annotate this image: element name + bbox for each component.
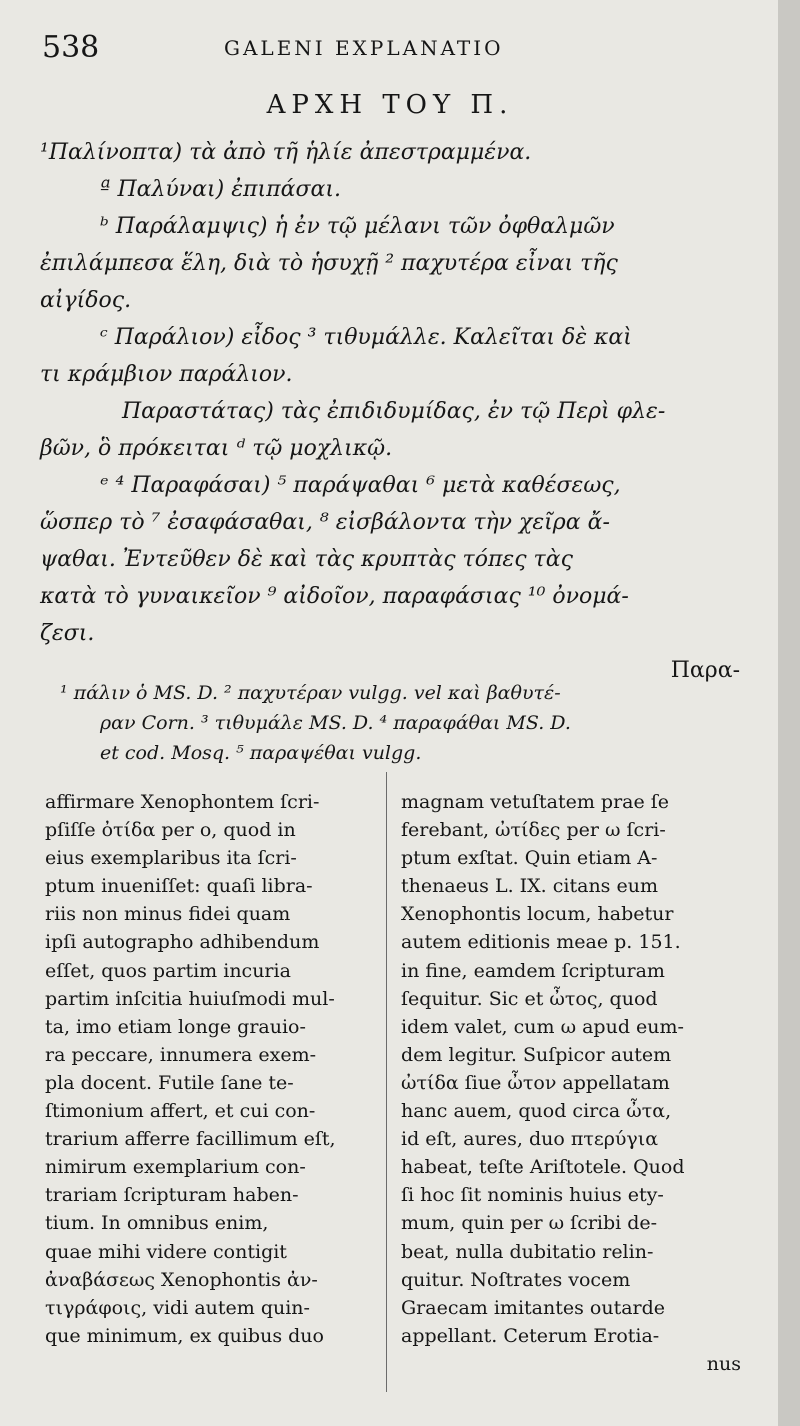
text-line: ſequitur. Sic et ὦτος, quod — [401, 987, 658, 1010]
text-line: pſiſſe ὀτίδα per ο, quod in — [45, 819, 296, 842]
text-line: ferebant, ὠτίδες per ω ſcri- — [401, 819, 666, 842]
commentary-right-column — [401, 788, 741, 1378]
footnote-line: et cod. Mosq. ⁵ παραψέθαι vulgg. — [100, 742, 422, 764]
text-line: mum, quin per ω ſcribi de- — [401, 1212, 658, 1235]
page-header — [42, 30, 732, 70]
text-line: magnam vetuſtatem prae ſe — [401, 791, 670, 813]
page-edge — [778, 0, 800, 1426]
text-line: beat, nulla dubitatio relin- — [401, 1240, 654, 1263]
text-line: ta, imo etiam longe grauio- — [45, 1015, 306, 1038]
text-line: τιγράφοις, vidi autem quin- — [45, 1296, 310, 1319]
text-line: partim inſcitia huiuſmodi mul- — [45, 987, 335, 1010]
text-line: ſtimonium affert, et cui con- — [45, 1100, 316, 1123]
running-title: GALENI EXPLANATIO — [224, 36, 504, 60]
text-line: trariam ſcripturam haben- — [45, 1184, 299, 1207]
gloss-line: ᵉ ⁴ Παραφάσαι) ⁵ παράψαθαι ⁶ μετὰ καθέσεως, — [100, 473, 621, 498]
text-line: quitur. Noſtrates vocem — [401, 1268, 631, 1291]
text-line: affirmare Xenophontem ſcri- — [45, 791, 320, 813]
gloss-line: ζεσι. — [40, 621, 95, 646]
text-line: habeat, teſte Ariſtotele. Quod — [401, 1156, 685, 1179]
text-line: appellant. Ceterum Erotia- — [401, 1324, 660, 1347]
text-line: id eſt, aures, duo πτερύγια — [401, 1128, 659, 1151]
footnote-line: ¹ πάλιν ὁ MS. D. ² παχυτέραν vulgg. vel καὶ βαθυτέ- — [60, 682, 561, 704]
gloss-line: ¹Παλίνοπτα) τὰ ἀπὸ τῆ ἡλίε ἀπεστραμμένα. — [40, 140, 532, 165]
gloss-line: κατὰ τὸ γυναικεῖον ⁹ αἰδοῖον, παραφάσιας ¹⁰ ὀνομά- — [40, 584, 629, 609]
footnotes — [60, 678, 740, 768]
text-line: ra peccare, innumera exem- — [45, 1043, 317, 1066]
text-line: ptum exſtat. Quin etiam A- — [401, 847, 658, 870]
text-line: Graecam imitantes outarde — [401, 1296, 666, 1319]
gloss-line: ψαθαι. Ἐντεῦθεν δὲ καὶ τὰς κρυπτὰς τόπες τὰς — [40, 547, 573, 572]
text-line: hanc auem, quod circa ὦτα, — [401, 1100, 672, 1123]
commentary-left-column — [45, 788, 385, 1350]
gloss-line: Παραστάτας) τὰς ἐπιδιδυμίδας, ἐν τῷ Περὶ φλε- — [122, 399, 666, 424]
text-line: tium. In omnibus enim, — [45, 1212, 269, 1235]
text-line: autem editionis meae p. 151. — [401, 931, 681, 954]
text-line: que minimum, ex quibus duo — [45, 1324, 324, 1347]
column-rule — [386, 772, 387, 1392]
text-line: quae mihi videre contigit — [45, 1240, 287, 1263]
text-line: riis non minus fidei quam — [45, 903, 291, 926]
catchword: Παρα- — [670, 658, 740, 683]
gloss-line: τι κράμβιον παράλιον. — [40, 362, 293, 387]
gloss-line: αἰγίδος. — [40, 288, 132, 313]
text-line: eſſet, quos partim incuria — [45, 959, 291, 982]
text-line: dem legitur. Suſpicor autem — [401, 1043, 672, 1066]
text-line: ἀναβάσεως Xenophontis ἀν- — [45, 1268, 318, 1291]
text-line: ipſi autographo adhibendum — [45, 931, 320, 954]
page-number: 538 — [42, 30, 100, 65]
text-line: thenaeus L. IX. citans eum — [401, 875, 658, 898]
text-line: in fine, eamdem ſcripturam — [401, 959, 665, 982]
section-title: ΑΡΧΗ ΤΟΥ Π. — [266, 90, 514, 120]
gloss-line: ᶜ Παράλιον) εἶδος ³ τιθυμάλλε. Καλεῖται δὲ καὶ — [100, 325, 632, 350]
text-line: Xenophontis locum, habetur — [401, 903, 674, 926]
text-line: ptum inueniſſet: quaſi libra- — [45, 875, 313, 898]
text-line: idem valet, cum ω apud eum- — [401, 1015, 684, 1038]
text-line: trarium afferre facillimum eſt, — [45, 1128, 336, 1151]
text-line: nimirum exemplarium con- — [45, 1156, 306, 1179]
greek-glossary — [40, 134, 740, 689]
gloss-line: ὥσπερ τὸ ⁷ ἐσαφάσαθαι, ⁸ εἰσβάλοντα τὴν χεῖρα ἄ- — [40, 510, 610, 535]
footnote-line: ραν Corn. ³ τιθυμάλε MS. D. ⁴ παραφάθαι MS. D. — [100, 712, 571, 734]
catchword: nus — [706, 1352, 741, 1375]
text-line: ὠτίδα ſiue ὦτον appellatam — [401, 1071, 670, 1094]
text-line: ſi hoc ſit nominis huius ety- — [401, 1184, 664, 1207]
text-line: pla docent. Futile ſane te- — [45, 1071, 294, 1094]
gloss-line: ἐπιλάμπεσα ἕλη, διὰ τὸ ἡσυχῇ ² παχυτέρα εἶναι τῆς — [40, 251, 618, 276]
gloss-line: ᵇ Παράλαμψις) ἡ ἐν τῷ μέλανι τῶν ὀφθαλμῶν — [100, 214, 615, 239]
text-line: eius exemplaribus ita ſcri- — [45, 847, 297, 870]
gloss-line: βῶν, ὃ πρόκειται ᵈ τῷ μοχλικῷ. — [40, 436, 393, 461]
gloss-line: ª Παλύναι) ἐπιπάσαι. — [100, 177, 341, 202]
